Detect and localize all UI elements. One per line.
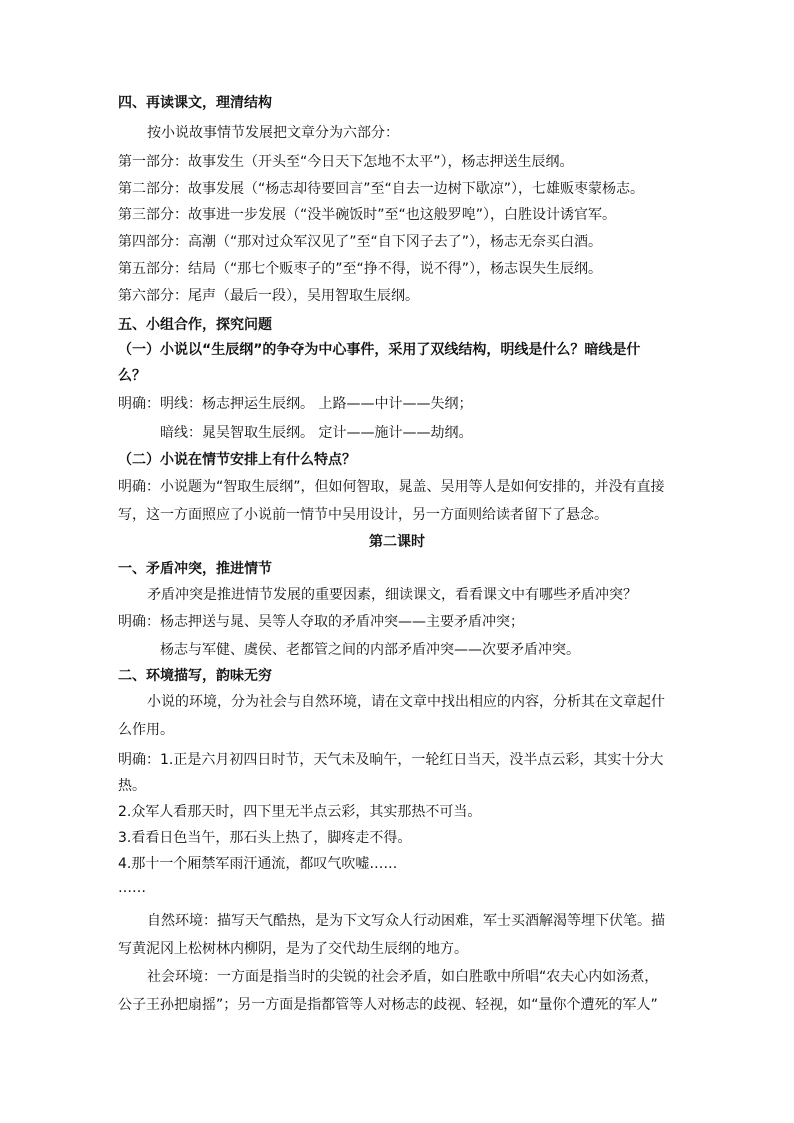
lesson-title: 第二课时 [369, 534, 425, 550]
section-heading-2: 二、环境描写，韵味无穷 [118, 668, 272, 684]
paragraph-line: 矛盾冲突是推进情节发展的重要因素，细读课文，看看课文中有哪些矛盾冲突？ [147, 587, 637, 603]
list-item: 2.众军人看那天时，四下里无半点云彩，其实那热不可当。 [118, 804, 482, 820]
list-item: 4.那十一个厢禁军雨汗通流，都叹气吹嘘…… [118, 856, 398, 872]
paragraph-line: 明确：明线：杨志押运生辰纲。 上路——中计——失纲； [118, 396, 473, 412]
paragraph-line: 写，这一方面照应了小说前一情节中吴用设计，另一方面则给读者留下了悬念。 [118, 507, 608, 523]
paragraph-line: 第三部分：故事进一步发展（“没半碗饭时”至“也这般罗唣”），白胜设计诱官军。 [118, 207, 617, 223]
paragraph-line: 按小说故事情节发展把文章分为六部分： [147, 125, 399, 141]
paragraph-line: 公子王孙把扇摇”；另一方面是指都管等人对杨志的歧视、轻视，如“量你个遭死的军人” [118, 997, 658, 1013]
paragraph-line: 第二部分：故事发展（“杨志却待要回言”至“自去一边树下歇凉”），七雄贩枣蒙杨志。 [118, 181, 645, 197]
paragraph-line: 第一部分：故事发生（开头至“今日天下怎地不太平”），杨志押送生辰纲。 [118, 154, 574, 170]
paragraph-line: 杨志与军健、虞侯、老都管之间的内部矛盾冲突——次要矛盾冲突。 [160, 642, 580, 658]
paragraph-line: 写黄泥冈上松树林内柳阴，是为了交代劫生辰纲的地方。 [118, 941, 468, 957]
paragraph-line: 明确：小说题为“智取生辰纲”，但如何智取，晁盖、吴用等人是如何安排的，并没有直接 [118, 479, 665, 495]
section-heading-5: 五、小组合作，探究问题 [118, 317, 272, 333]
paragraph-line: 社会环境：一方面是指当时的尖锐的社会矛盾，如白胜歌中所唱“农夫心内如汤煮， [147, 969, 659, 985]
question-heading: （二）小说在情节安排上有什么特点？ [118, 452, 356, 468]
paragraph-line: 热。 [118, 778, 146, 794]
ellipsis-line: …… [118, 880, 146, 896]
paragraph-line: 么作用。 [118, 722, 174, 738]
question-heading: 么？ [118, 368, 146, 384]
paragraph-line: 自然环境：描写天气酷热，是为下文写众人行动困难，军士买酒解渴等埋下伏笔。描 [147, 913, 665, 929]
paragraph-line: 第五部分：结局（“那七个贩枣子的”至“挣不得，说不得”），杨志误失生辰纲。 [118, 261, 603, 277]
paragraph-line: 明确：杨志押送与晁、吴等人夺取的矛盾冲突——主要矛盾冲突； [118, 614, 524, 630]
paragraph-line: 小说的环境，分为社会与自然环境，请在文章中找出相应的内容，分析其在文章起什 [147, 694, 665, 710]
paragraph-line: 暗线：晁吴智取生辰纲。 定计——施计——劫纲。 [160, 425, 473, 441]
question-heading: （一）小说以“生辰纲”的争夺为中心事件，采用了双线结构，明线是什么？暗线是什 [118, 342, 641, 358]
list-item: 3.看看日色当午，那石头上热了，脚疼走不得。 [118, 830, 412, 846]
paragraph-line: 第六部分：尾声（最后一段），吴用智取生辰纲。 [118, 288, 419, 304]
paragraph-line: 第四部分：高潮（“那对过众军汉见了”至“自下冈子去了”），杨志无奈买白酒。 [118, 234, 603, 250]
paragraph-line: 明确：1.正是六月初四日时节，天气未及晌午，一轮红日当天，没半点云彩，其实十分大 [118, 752, 664, 768]
section-heading-4: 四、再读课文，理清结构 [118, 95, 272, 111]
section-heading-1: 一、矛盾冲突，推进情节 [118, 561, 272, 577]
